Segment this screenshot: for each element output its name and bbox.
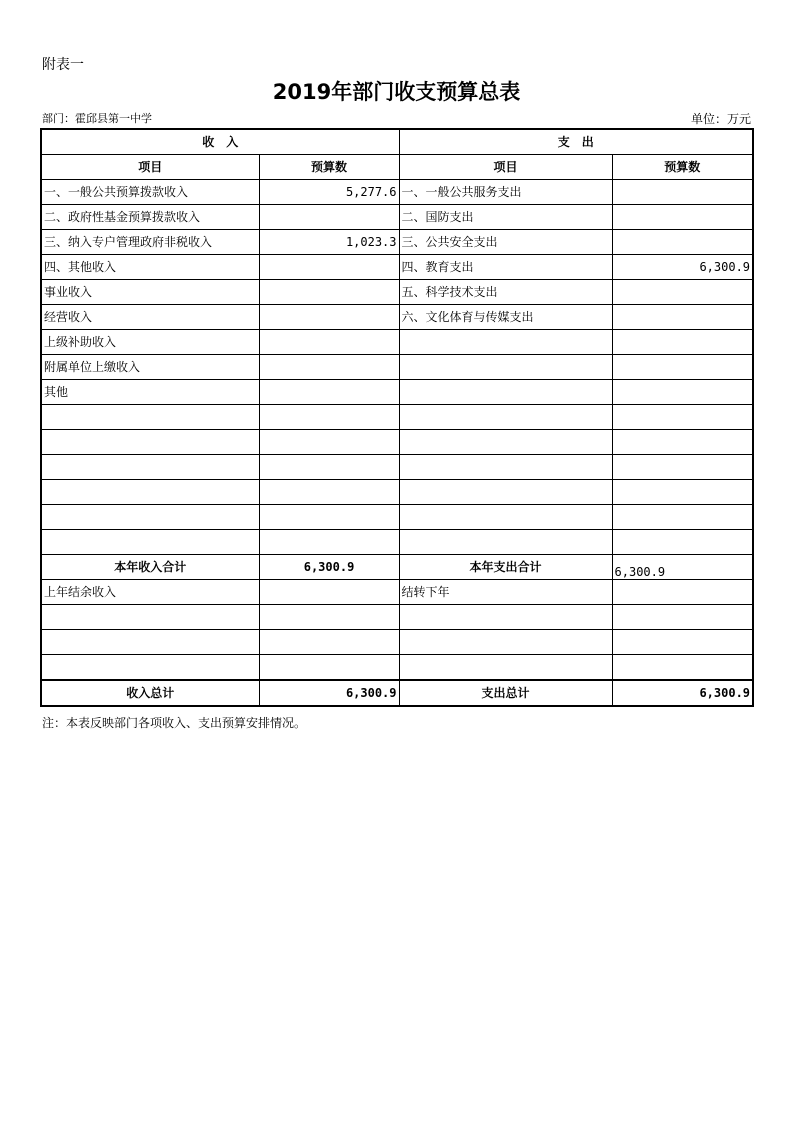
income-item: 一、一般公共预算拨款收入 — [41, 180, 259, 205]
expense-subtotal-value: 6,300.9 — [612, 555, 753, 580]
prior-year-balance-value — [259, 580, 399, 605]
empty-row — [41, 505, 753, 530]
income-item: 经营收入 — [41, 305, 259, 330]
income-item-header: 项目 — [41, 155, 259, 180]
empty-row — [41, 430, 753, 455]
income-subtotal-label: 本年收入合计 — [41, 555, 259, 580]
income-value: 5,277.6 — [259, 180, 399, 205]
expense-item: 六、文化体育与传媒支出 — [399, 305, 612, 330]
expense-item: 四、教育支出 — [399, 255, 612, 280]
expense-item: 一、一般公共服务支出 — [399, 180, 612, 205]
expense-value — [612, 380, 753, 405]
income-value — [259, 355, 399, 380]
income-value — [259, 280, 399, 305]
carry-forward-value — [612, 580, 753, 605]
income-subtotal-value: 6,300.9 — [259, 555, 399, 580]
empty-row — [41, 630, 753, 655]
expense-value — [612, 280, 753, 305]
expense-item: 五、科学技术支出 — [399, 280, 612, 305]
unit-label: 单位：万元 — [690, 112, 751, 126]
income-value: 1,023.3 — [259, 230, 399, 255]
expense-subtotal-label: 本年支出合计 — [399, 555, 612, 580]
table-row — [41, 380, 753, 405]
expense-item — [399, 330, 612, 355]
table-row — [41, 180, 753, 205]
income-item: 事业收入 — [41, 280, 259, 305]
table-row — [41, 230, 753, 255]
prior-year-balance-label: 上年结余收入 — [41, 580, 259, 605]
subtotal-row — [41, 555, 753, 580]
empty-row — [41, 655, 753, 681]
expense-item: 二、国防支出 — [399, 205, 612, 230]
empty-row — [41, 530, 753, 555]
expense-item — [399, 380, 612, 405]
table-row — [41, 280, 753, 305]
total-row — [41, 680, 753, 706]
expense-total-value: 6,300.9 — [612, 680, 753, 706]
budget-table — [40, 128, 754, 707]
income-value — [259, 330, 399, 355]
income-item: 其他 — [41, 380, 259, 405]
empty-row — [41, 405, 753, 430]
expense-section-header: 支 出 — [399, 129, 753, 155]
table-row — [41, 355, 753, 380]
expense-value — [612, 330, 753, 355]
empty-row — [41, 605, 753, 630]
department-label: 部门：霍邱县第一中学 — [42, 112, 152, 125]
income-total-value: 6,300.9 — [259, 680, 399, 706]
table-row — [41, 305, 753, 330]
expense-value — [612, 230, 753, 255]
section-header-row — [41, 129, 753, 155]
annex-label: 附表一 — [42, 57, 84, 73]
income-item: 上级补助收入 — [41, 330, 259, 355]
expense-budget-header: 预算数 — [612, 155, 753, 180]
expense-value: 6,300.9 — [612, 255, 753, 280]
carry-forward-label: 结转下年 — [399, 580, 612, 605]
income-value — [259, 255, 399, 280]
expense-value — [612, 205, 753, 230]
expense-value — [612, 305, 753, 330]
expense-value — [612, 180, 753, 205]
expense-total-label: 支出总计 — [399, 680, 612, 706]
income-value — [259, 205, 399, 230]
income-value — [259, 305, 399, 330]
column-header-row — [41, 155, 753, 180]
income-item: 三、纳入专户管理政府非税收入 — [41, 230, 259, 255]
table-row — [41, 255, 753, 280]
income-section-header: 收 入 — [41, 129, 399, 155]
carry-row — [41, 580, 753, 605]
income-budget-header: 预算数 — [259, 155, 399, 180]
income-item: 二、政府性基金预算拨款收入 — [41, 205, 259, 230]
income-total-label: 收入总计 — [41, 680, 259, 706]
expense-item-header: 项目 — [399, 155, 612, 180]
income-value — [259, 380, 399, 405]
table-row — [41, 330, 753, 355]
expense-value — [612, 355, 753, 380]
page-title: 2019年部门收支预算总表 — [272, 80, 521, 104]
empty-row — [41, 455, 753, 480]
expense-item: 三、公共安全支出 — [399, 230, 612, 255]
expense-item — [399, 355, 612, 380]
income-item: 四、其他收入 — [41, 255, 259, 280]
income-item: 附属单位上缴收入 — [41, 355, 259, 380]
empty-row — [41, 480, 753, 505]
footnote: 注：本表反映部门各项收入、支出预算安排情况。 — [42, 716, 307, 730]
table-row — [41, 205, 753, 230]
